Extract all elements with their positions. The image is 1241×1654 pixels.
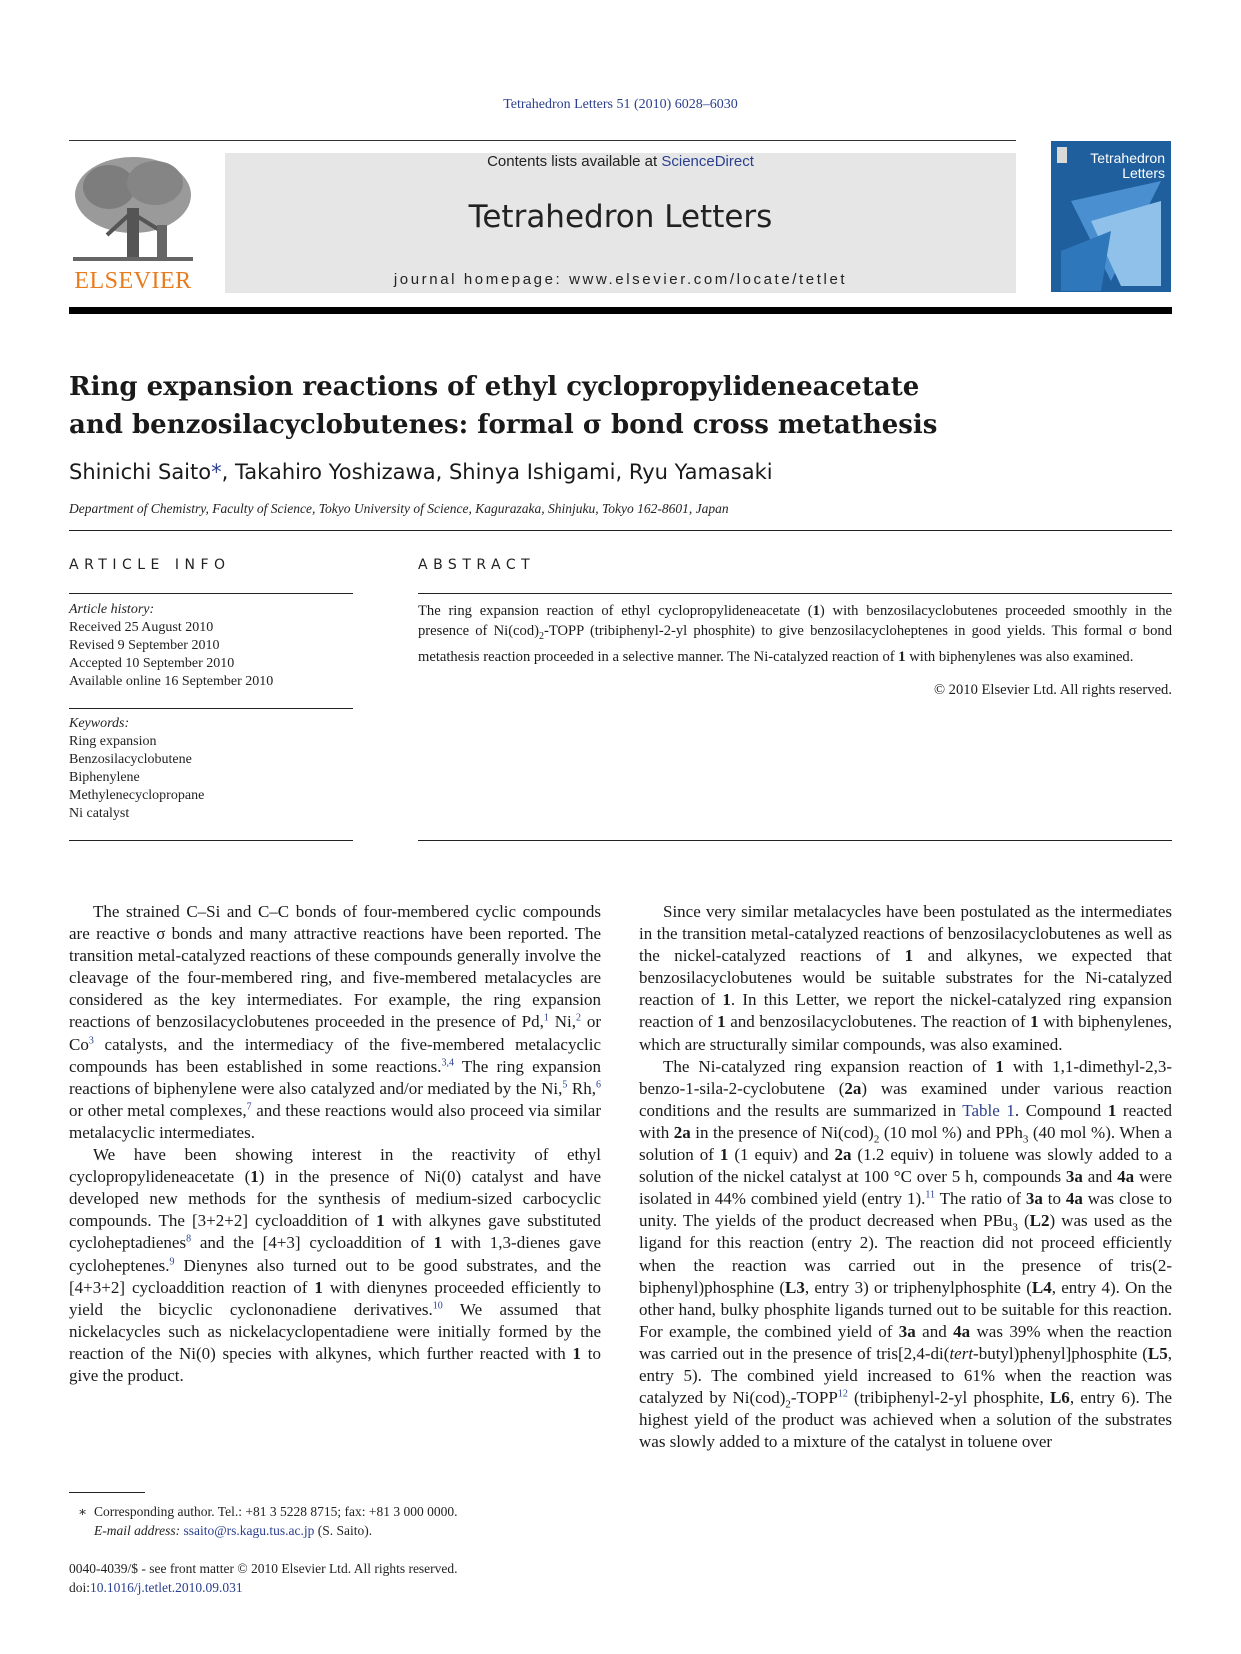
keywords-label: Keywords: [69, 716, 130, 731]
elsevier-logo [69, 153, 197, 295]
email-label: E-mail address: [94, 1523, 181, 1538]
info-rule-2 [69, 708, 353, 709]
keywords [69, 715, 353, 823]
front-matter-line: 0040-4039/$ - see front matter © 2010 Elsevier Ltd. All rights reserved. [69, 1561, 458, 1576]
keyword: Methylenecyclopropane [69, 788, 205, 803]
body-paragraph: Since very similar metalacycles have been postulated as the intermediates in the transition metal-catalyzed reactions of benzosilacyclobutenes as well as the nickel-catalyzed reactions of 1 and alkynes, we expected that benzosilacyclobutenes would be suitable substrates for the Ni-catalyzed reaction of 1. In this Letter, we report the nickel-catalyzed ring expansion reaction of 1 and benzosilacyclobutenes. The reaction of 1 with biphenylenes, which are structurally similar compounds, was also examined. [639, 902, 1173, 1054]
doi-link[interactable]: 10.1016/j.tetlet.2010.09.031 [90, 1580, 243, 1595]
title-line-2: and benzosilacyclobutenes: formal σ bond cross metathesis [69, 410, 938, 440]
journal-cover [1051, 141, 1171, 292]
info-rule-3 [69, 840, 353, 841]
keyword: Biphenylene [69, 770, 140, 785]
footnote-rule [69, 1492, 145, 1493]
title-line-1: Ring expansion reactions of ethyl cyclopropylideneacetate [69, 372, 920, 402]
body-paragraph: The strained C–Si and C–C bonds of four-membered cyclic compounds are reactive σ bonds and many attractive reactions have been reported. The transition metal-catalyzed reactions of these compounds generally involve the cleavage of the four-membered ring, and five-membered metalacycles are considered as the key intermediates. For example, the ring expansion reactions of benzosilacyclobutenes proceeded in the presence of Pd,$^1$ Ni,$^2$ or Co$^3$ catalysts, and the intermediacy of the five-membered metalacyclic compounds has been established in some reactions.$^{3,4}$ The ring expansion reactions of biphenylene were also catalyzed and/or mediated by the Ni,$^5$ Rh,$^6$ or other metal complexes,$^7$ and these reactions would also proceed via similar metalacyclic intermediates. [69, 902, 602, 1142]
elsevier-wordmark: ELSEVIER [74, 268, 192, 294]
doi-line [69, 1578, 629, 1597]
history-label: Article history: [69, 602, 155, 617]
body-left-column [69, 901, 601, 1387]
table-1-link[interactable]: Table 1 [962, 1100, 1015, 1120]
sciencedirect-link[interactable]: ScienceDirect [661, 153, 754, 170]
history-accepted: Accepted 10 September 2010 [69, 656, 235, 671]
authors-rest: , Takahiro Yoshizawa, Shinya Ishigami, Ryu Yamasaki [221, 460, 773, 484]
header-thick-rule [69, 307, 1172, 314]
cover-title: Tetrahedron Letters [1090, 150, 1165, 181]
keyword: Benzosilacyclobutene [69, 752, 192, 767]
journal-name: Tetrahedron Letters [468, 199, 773, 235]
doi-label: doi: [69, 1580, 91, 1595]
corresponding-mark[interactable]: * [211, 460, 222, 484]
email-line [78, 1521, 618, 1540]
body-paragraph: The Ni-catalyzed ring expansion reaction of 1 with 1,1-dimethyl-2,3-benzo-1-sila-2-cyclobutene (2a) was examined under various reaction conditions and the results are summarized in Table 1. Compound 1 reacted with 2a in the presence of $Ni(cod)_2$ (10 mol %) and PPh$_3$ (40 mol %). When a solution of 1 (1 equiv) and 2a (1.2 equiv) in toluene was slowly added to a solution of the nickel catalyst at 100 °C over 5 h, compounds 3a and 4a were isolated in 44% combined yield (entry 1).$^{11}$ The ratio of 3a to 4a was close to unity. The yields of the product decreased when PBu$_3$ (L2) was used as the ligand for this reaction (entry 2). The reaction did not proceed efficiently when the reaction was carried out in the presence of tris(2-biphenyl)phosphine (L3, entry 3) or triphenylphosphite (L4, entry 4). On the other hand, bulky phosphite ligands turned out to be suitable for this reaction. For example, the combined yield of 3a and 4a was 39% when the reaction was carried out in the presence of tris[2,4-di(tert-butyl)phenyl]phosphite (L5, entry 5). The combined yield increased to 61% when the reaction was catalyzed by $Ni(cod)_2-TOPP^{12}$ (tribiphenyl-2-yl phosphite, L6, entry 6). The highest yield of the product was achieved when a solution of the substrates was slowly added to a mixture of the catalyst in toluene over [639, 1056, 1173, 1452]
history-online: Available online 16 September 2010 [69, 674, 274, 689]
journal-banner [225, 153, 1016, 293]
article-history [69, 601, 353, 691]
email-suffix: (S. Saito). [314, 1523, 373, 1538]
header-rule [69, 140, 1016, 141]
article-title [69, 368, 1169, 444]
body-right-column [639, 901, 1172, 1453]
journal-homepage[interactable]: journal homepage: www.elsevier.com/locate/tetlet [393, 271, 848, 288]
email-link[interactable]: ssaito@rs.kagu.tus.ac.jp [183, 1523, 315, 1538]
keyword: Ring expansion [69, 734, 157, 749]
history-revised: Revised 9 September 2010 [69, 638, 220, 653]
abstract-text: The ring expansion reaction of ethyl cyclopropylideneacetate (1) with benzosilacyclobutenes proceeded smoothly in the presence of $Ni(cod)_2$-TOPP (tribiphenyl-2-yl phosphite) to give benzosilacycloheptenes in good yields. This formal σ bond metathesis reaction proceeded in a selective manner. The Ni-catalyzed reaction of 1 with biphenylenes was also examined. [418, 603, 1172, 665]
author-list [69, 460, 773, 484]
abstract-rule-bottom [418, 840, 1172, 841]
author-first: Shinichi Saito [69, 460, 212, 484]
contents-prefix: Contents lists available at [487, 153, 662, 170]
abstract-rule-top [418, 593, 1172, 594]
abstract-copyright: © 2010 Elsevier Ltd. All rights reserved. [933, 682, 1172, 698]
contents-line [225, 153, 1016, 170]
keyword: Ni catalyst [69, 806, 130, 821]
info-rule-1 [69, 593, 353, 594]
body-paragraph: We have been showing interest in the reactivity of ethyl cyclopropylideneacetate (1) in the presence of Ni(0) catalyst and have developed new methods for the synthesis of medium-sized carbocyclic compounds. The [3+2+2] cycloaddition of 1 with alkynes gave substituted cycloheptadienes$^8$ and the [4+3] cycloaddition of 1 with 1,3-dienes gave cycloheptenes.$^9$ Dienynes also turned out to be good substrates, and the [4+3+2] cycloaddition reaction of 1 with dienynes proceeded efficiently to yield the bicyclic cyclononadiene derivatives.$^{10}$ We assumed that nickelacycles such as nickelacyclopentadiene were initially formed by the reaction of the Ni(0) species with alkynes, which further reacted with 1 to give the product. [69, 1145, 602, 1385]
article-info-heading: ARTICLE INFO [69, 557, 231, 573]
affiliation: Department of Chemistry, Faculty of Science, Tokyo University of Science, Kagurazaka, Shinjuku, Tokyo 162-8601, Japan [69, 501, 729, 516]
corresponding-text: Corresponding author. Tel.: +81 3 5228 8715; fax: +81 3 000 0000. [93, 1504, 458, 1519]
corresponding-line: ∗ Corresponding author. Tel.: +81 3 5228 8715; fax: +81 3 000 0000. [78, 1504, 458, 1519]
journal-citation[interactable]: Tetrahedron Letters 51 (2010) 6028–6030 [503, 97, 738, 112]
front-matter [69, 1559, 629, 1597]
tree-icon [69, 153, 197, 265]
abstract-heading: ABSTRACT [418, 557, 536, 573]
history-received: Received 25 August 2010 [69, 620, 214, 635]
affiliation-rule [69, 530, 1172, 531]
corresponding-footnote [78, 1502, 618, 1540]
